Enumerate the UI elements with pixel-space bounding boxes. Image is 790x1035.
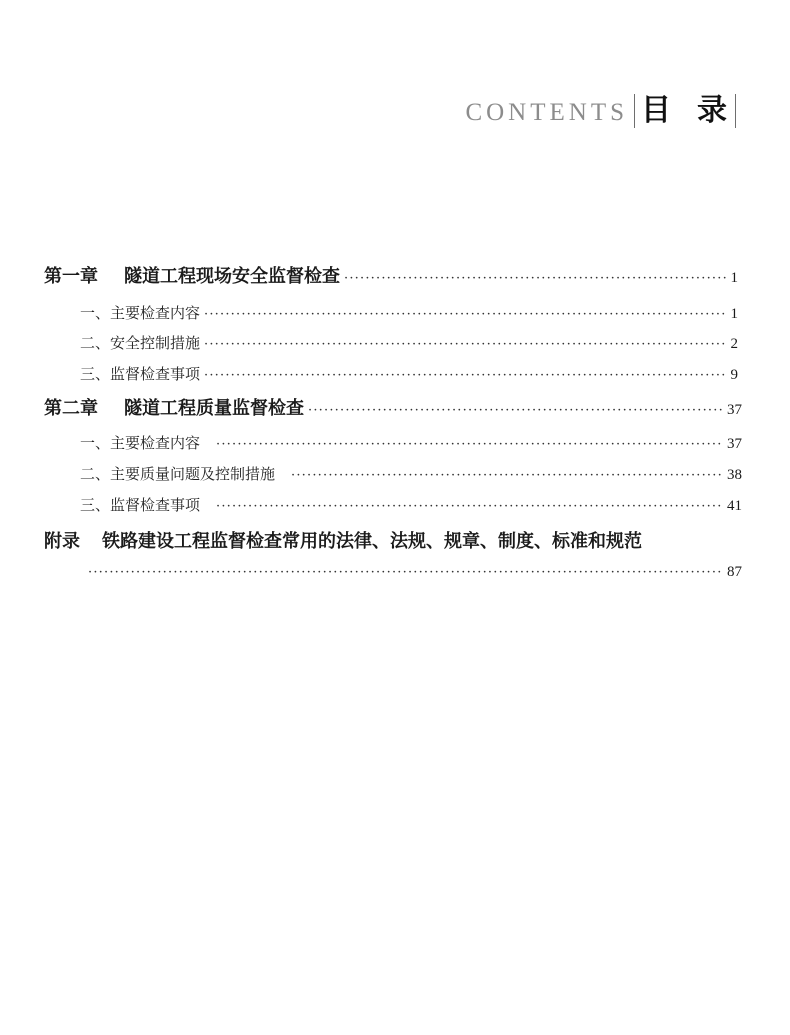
dot-leader xyxy=(344,271,727,286)
toc-section-1-1[interactable] xyxy=(0,302,790,323)
section-title: 三、监督检查事项 xyxy=(80,496,201,514)
dot-leader xyxy=(204,307,726,322)
page-number: 37 xyxy=(727,402,742,418)
toc-chapter-2[interactable] xyxy=(0,394,790,420)
section-title: 一、主要检查内容 xyxy=(80,304,201,322)
heading-divider-right xyxy=(735,94,736,128)
dot-leader xyxy=(204,368,726,383)
dot-leader xyxy=(291,468,723,483)
dot-leader xyxy=(308,403,723,418)
toc-section-1-2[interactable] xyxy=(0,332,790,353)
page-number: 38 xyxy=(727,467,742,483)
page-number: 9 xyxy=(730,367,738,383)
page-number: 37 xyxy=(727,436,742,452)
section-title: 二、主要质量问题及控制措施 xyxy=(80,465,276,483)
chapter-title: 隧道工程现场安全监督检查 xyxy=(124,266,340,287)
appendix-label: 附录 xyxy=(44,531,80,552)
dot-leader xyxy=(88,565,723,580)
dot-leader xyxy=(204,337,726,352)
appendix-heading xyxy=(44,527,642,553)
page-number: 2 xyxy=(730,336,738,352)
contents-heading-en: CONTENTS xyxy=(465,99,628,126)
chapter-title: 隧道工程质量监督检查 xyxy=(124,398,304,419)
contents-heading-cn-2: 录 xyxy=(697,93,727,128)
toc-appendix-page-line[interactable] xyxy=(0,564,790,581)
page-number: 1 xyxy=(730,306,738,322)
page-number: 41 xyxy=(727,498,742,514)
page-number: 87 xyxy=(727,564,742,580)
contents-heading xyxy=(465,88,742,128)
page-number: 1 xyxy=(730,270,738,286)
toc-appendix[interactable] xyxy=(0,527,790,553)
toc-chapter-1[interactable] xyxy=(0,262,790,288)
dot-leader xyxy=(216,437,723,452)
appendix-title: 铁路建设工程监督检查常用的法律、法规、规章、制度、标准和规范 xyxy=(102,531,642,552)
toc-section-2-2[interactable] xyxy=(0,463,790,484)
heading-divider xyxy=(634,94,635,128)
chapter-number: 第二章 xyxy=(44,398,98,419)
chapter-heading xyxy=(44,262,340,288)
chapter-number: 第一章 xyxy=(44,266,98,287)
toc-section-2-1[interactable] xyxy=(0,432,790,453)
contents-heading-cn-1: 目 xyxy=(641,93,697,128)
section-title: 一、主要检查内容 xyxy=(80,434,201,452)
section-title: 三、监督检查事项 xyxy=(80,365,201,383)
dot-leader xyxy=(216,499,723,514)
section-title: 二、安全控制措施 xyxy=(80,334,201,352)
chapter-heading xyxy=(44,394,304,420)
toc-section-2-3[interactable] xyxy=(0,494,790,515)
toc-section-1-3[interactable] xyxy=(0,363,790,384)
